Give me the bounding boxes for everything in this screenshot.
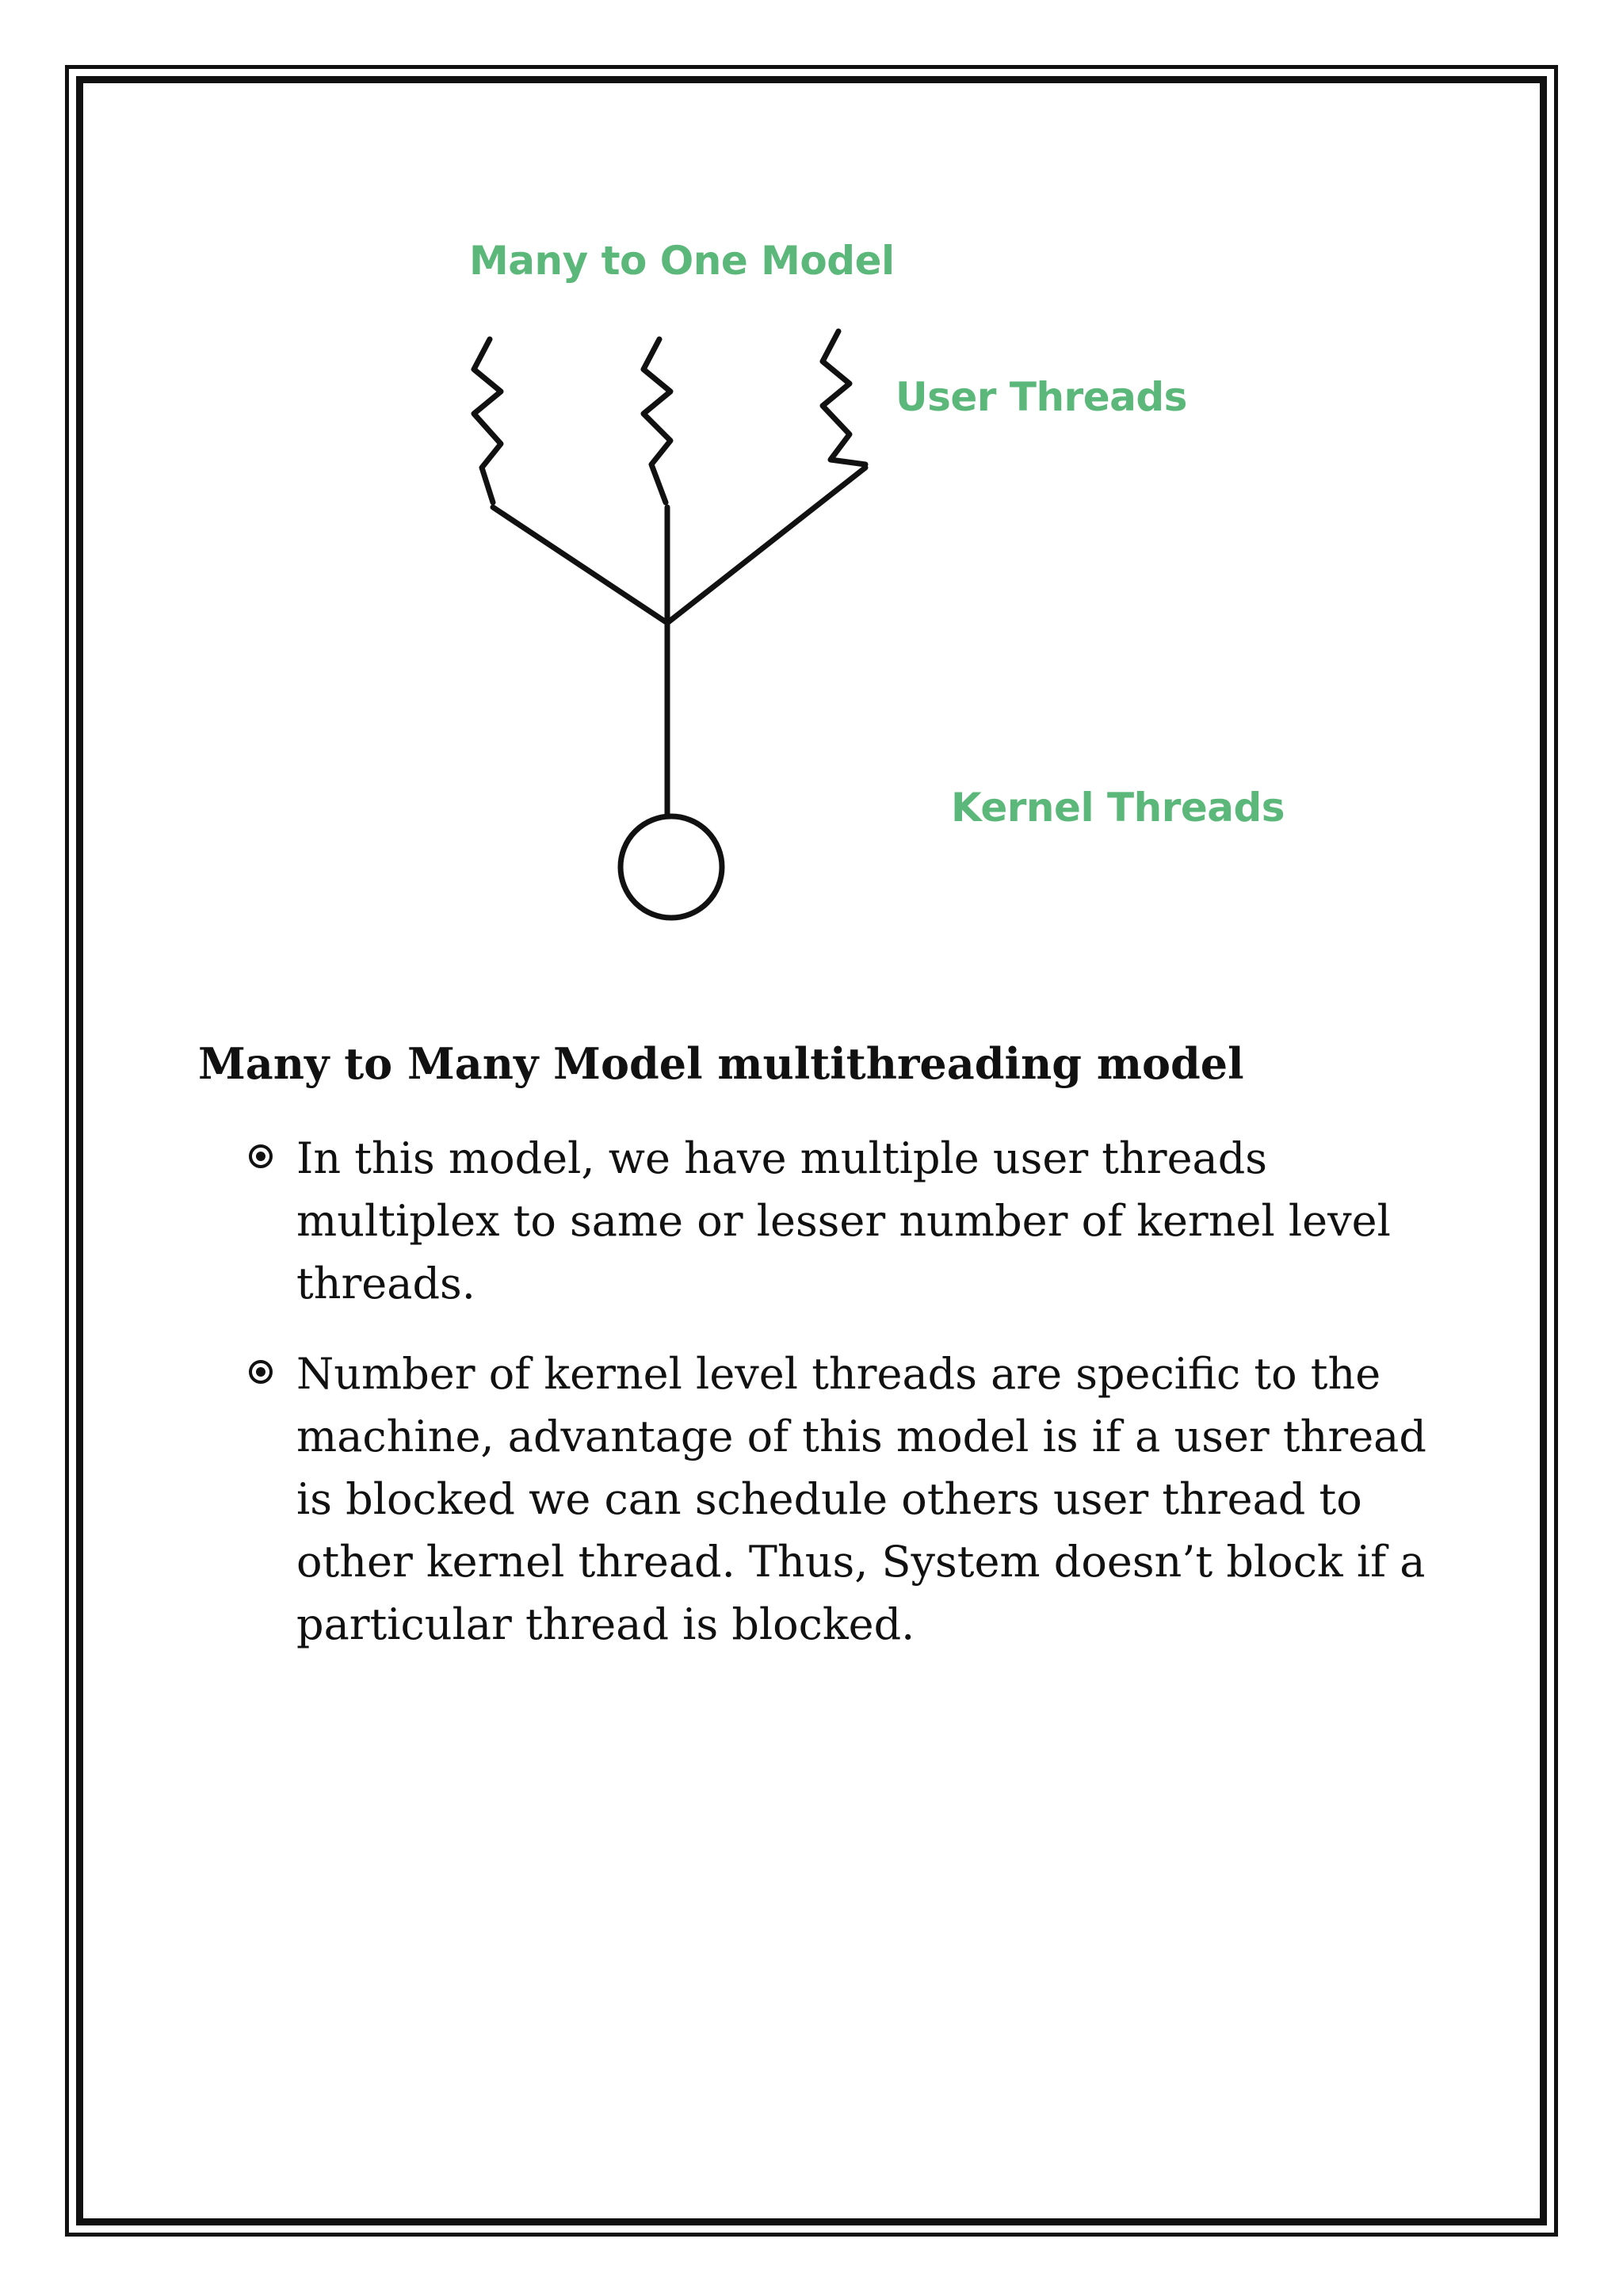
bullet-list (246, 1127, 1450, 1683)
connector-3 (667, 468, 865, 623)
kernel-thread-circle (621, 816, 722, 918)
bullet-text-2: Number of kernel level threads are specific to the machine, advantage of this model is if a user thread is blocked we can schedule others user thread to other kernel thread. Thus, System doesn’t block if a particular thread is blocked. (296, 1349, 1426, 1649)
bullet-item-2 (246, 1343, 1450, 1656)
many-to-one-diagram (0, 0, 1623, 1030)
bullet-item-1 (246, 1127, 1450, 1315)
bullet-circle-icon (249, 1360, 273, 1384)
user-thread-3 (823, 331, 865, 464)
user-threads-label: User Threads (896, 374, 1187, 420)
kernel-threads-label: Kernel Threads (951, 785, 1285, 831)
user-thread-1 (474, 339, 501, 502)
user-thread-2 (643, 339, 670, 502)
bullet-text-1: In this model, we have multiple user threads multiplex to same or lesser number of kernel level threads. (296, 1133, 1391, 1308)
bullet-circle-icon (249, 1144, 273, 1168)
section-heading: Many to Many Model multithreading model (198, 1038, 1244, 1089)
diagram-drawing (0, 0, 1623, 1030)
connector-1 (493, 507, 667, 623)
diagram-title: Many to One Model (469, 238, 895, 284)
